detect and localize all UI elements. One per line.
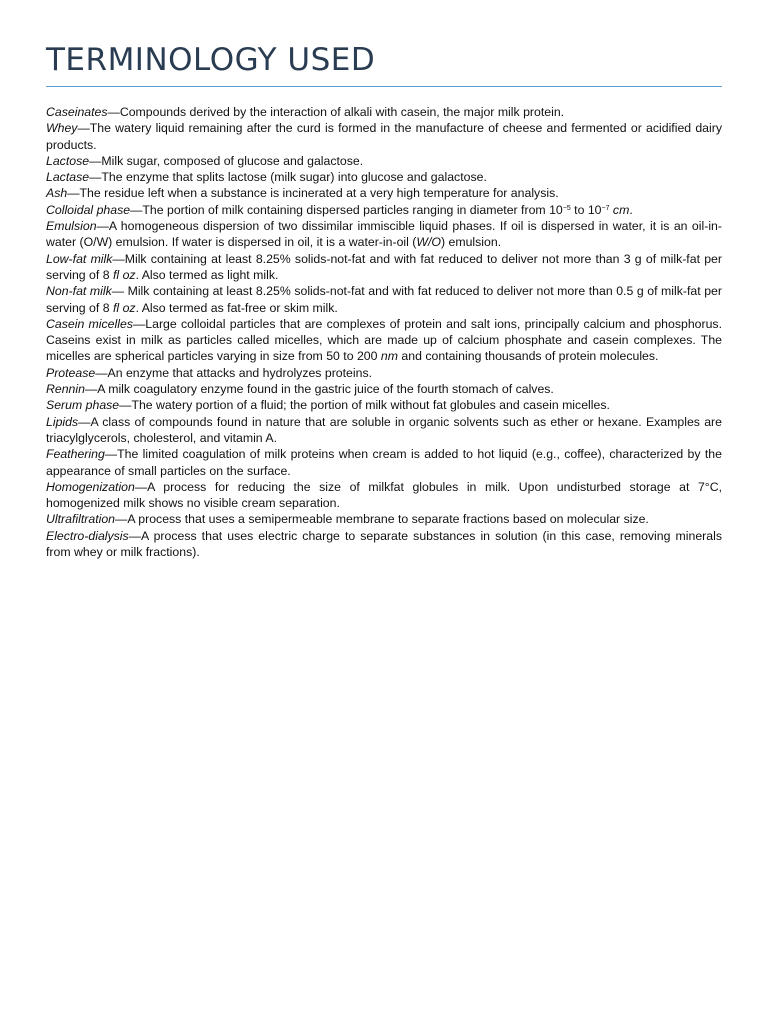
em-dash: — [67, 186, 80, 201]
glossary-entry [46, 251, 722, 284]
glossary-term: Feathering [46, 447, 105, 462]
em-dash: — [89, 153, 102, 168]
glossary-term: Lipids [46, 414, 79, 429]
em-dash: — [132, 316, 146, 331]
em-dash: — [78, 414, 91, 429]
glossary-entry [46, 528, 722, 561]
definition-text: Milk sugar, composed of glucose and galactose. [101, 153, 364, 168]
glossary-entry [46, 479, 722, 512]
em-dash: — [115, 512, 128, 527]
glossary-entry [46, 153, 722, 169]
definition-text: . [629, 202, 633, 217]
glossary-entry [46, 511, 722, 527]
em-dash: — [95, 365, 108, 380]
definition-text: to 10 [570, 202, 602, 217]
em-dash: — [111, 284, 128, 299]
em-dash: — [134, 479, 148, 494]
glossary-term: Ash [46, 186, 68, 201]
glossary-term: Ultrafiltration [46, 512, 116, 527]
definition-text: A process that uses electric charge to separate substances in solution (in this case, removing minerals from whey or milk fractions). [46, 528, 722, 560]
exponent: −5 [562, 204, 571, 212]
glossary-term: Colloidal phase [46, 202, 131, 217]
em-dash: — [128, 528, 141, 543]
definition-text: Large colloidal particles that are complexes of protein and salt ions, principally calcium and phosphorus. Caseins exist in milk as particles called micelles, which are made up of calcium phosphate and casein complexes. The micelles are spherical particles varying in size from 50 to 200 [46, 316, 723, 364]
definition-text: A process for reducing the size of milkfat globules in milk. Upon undisturbed storage at 7°C, homogenized milk shows no visible cream separation. [46, 479, 722, 511]
definition-text: ) emulsion. [440, 235, 502, 250]
definition-text: . Also termed as fat-free or skim milk. [135, 300, 338, 315]
glossary-term: Protease [46, 365, 96, 380]
definition-text: and containing thousands of protein molecules. [398, 349, 659, 364]
glossary-term: Electro-dialysis [46, 528, 129, 543]
glossary-entry [46, 365, 722, 381]
glossary-term: Homogenization [46, 479, 135, 494]
glossary-entry [46, 169, 722, 185]
definition-text: The watery liquid remaining after the curd is formed in the manufacture of cheese and fermented or acidified dairy products. [46, 121, 722, 152]
definition-text: A process that uses a semipermeable membrane to separate fractions based on molecular size. [127, 512, 649, 527]
glossary-term: Emulsion [46, 219, 97, 234]
definition-text: The limited coagulation of milk proteins when cream is added to hot liquid (e.g., coffee), characterized by the appearance of small particles on the surface. [46, 447, 722, 478]
italic-unit: W/O [416, 235, 441, 250]
glossary-term: Non-fat milk [46, 284, 112, 299]
definition-text: . Also termed as light milk. [135, 267, 279, 282]
em-dash: — [84, 382, 98, 397]
glossary-term: Rennin [46, 382, 85, 397]
glossary-term: Lactose [46, 153, 90, 168]
em-dash: — [119, 398, 132, 413]
definition-text: The residue left when a substance is incinerated at a very high temperature for analysis. [79, 186, 559, 201]
definition-text: The watery portion of a fluid; the portion of milk without fat globules and casein micelles. [131, 398, 610, 413]
exponent: −7 [601, 204, 610, 212]
glossary-entry [46, 202, 722, 218]
glossary-entry [46, 446, 722, 479]
italic-unit: fl oz [113, 267, 136, 282]
glossary-term: Whey [46, 121, 78, 136]
glossary-entry [46, 397, 722, 413]
page-title: TERMINOLOGY USED [46, 42, 376, 78]
italic-unit: fl oz [113, 300, 136, 315]
glossary-entry [46, 218, 722, 251]
italic-unit: cm [612, 202, 630, 217]
em-dash: — [107, 105, 120, 119]
glossary-entry [46, 414, 722, 447]
definition-text: Milk containing at least 8.25% solids-not-fat and with fat reduced to deliver not more than 3 g of milk-fat per serving of 8 [46, 251, 722, 282]
em-dash: — [89, 170, 102, 185]
glossary-list [46, 104, 722, 560]
glossary-entry [46, 381, 722, 397]
definition-text: Compounds derived by the interaction of alkali with casein, the major milk protein. [119, 105, 565, 119]
glossary-entry [46, 283, 722, 316]
em-dash: — [130, 202, 143, 217]
glossary-term: Caseinates [46, 105, 108, 119]
title-divider [46, 86, 722, 87]
definition-text: The enzyme that splits lactose (milk sugar) into glucose and galactose. [101, 170, 487, 185]
definition-text: An enzyme that attacks and hydrolyzes proteins. [107, 365, 373, 380]
definition-text: Milk containing at least 8.25% solids-not-fat and with fat reduced to deliver not more than 0.5 g of milk-fat per serving of 8 [46, 284, 722, 315]
definition-text: A class of compounds found in nature that are soluble in organic solvents such as ether or hexane. Examples are triacylglycerols, cholesterol, and vitamin A. [46, 414, 722, 445]
italic-unit: nm [380, 349, 398, 364]
glossary-term: Lactase [46, 170, 90, 185]
definition-text: The portion of milk containing dispersed particles ranging in diameter from 10 [142, 202, 563, 217]
definition-text: A milk coagulatory enzyme found in the gastric juice of the fourth stomach of calves. [97, 382, 554, 397]
definition-text: A homogeneous dispersion of two dissimilar immiscible liquid phases. If oil is dispersed in water, it is an oil-in-water (O/W) emulsion. If water is dispersed in oil, it is a water-in-oil ( [46, 219, 722, 250]
glossary-term: Casein micelles [46, 316, 133, 331]
em-dash: — [104, 447, 118, 462]
glossary-entry [46, 185, 722, 201]
document-page [46, 40, 722, 560]
glossary-entry [46, 316, 722, 365]
glossary-term: Low-fat milk [46, 251, 113, 266]
glossary-entry [46, 104, 722, 120]
em-dash: — [112, 251, 125, 266]
em-dash: — [96, 219, 109, 234]
glossary-term: Serum phase [46, 398, 120, 413]
em-dash: — [77, 121, 90, 136]
glossary-entry [46, 120, 722, 153]
